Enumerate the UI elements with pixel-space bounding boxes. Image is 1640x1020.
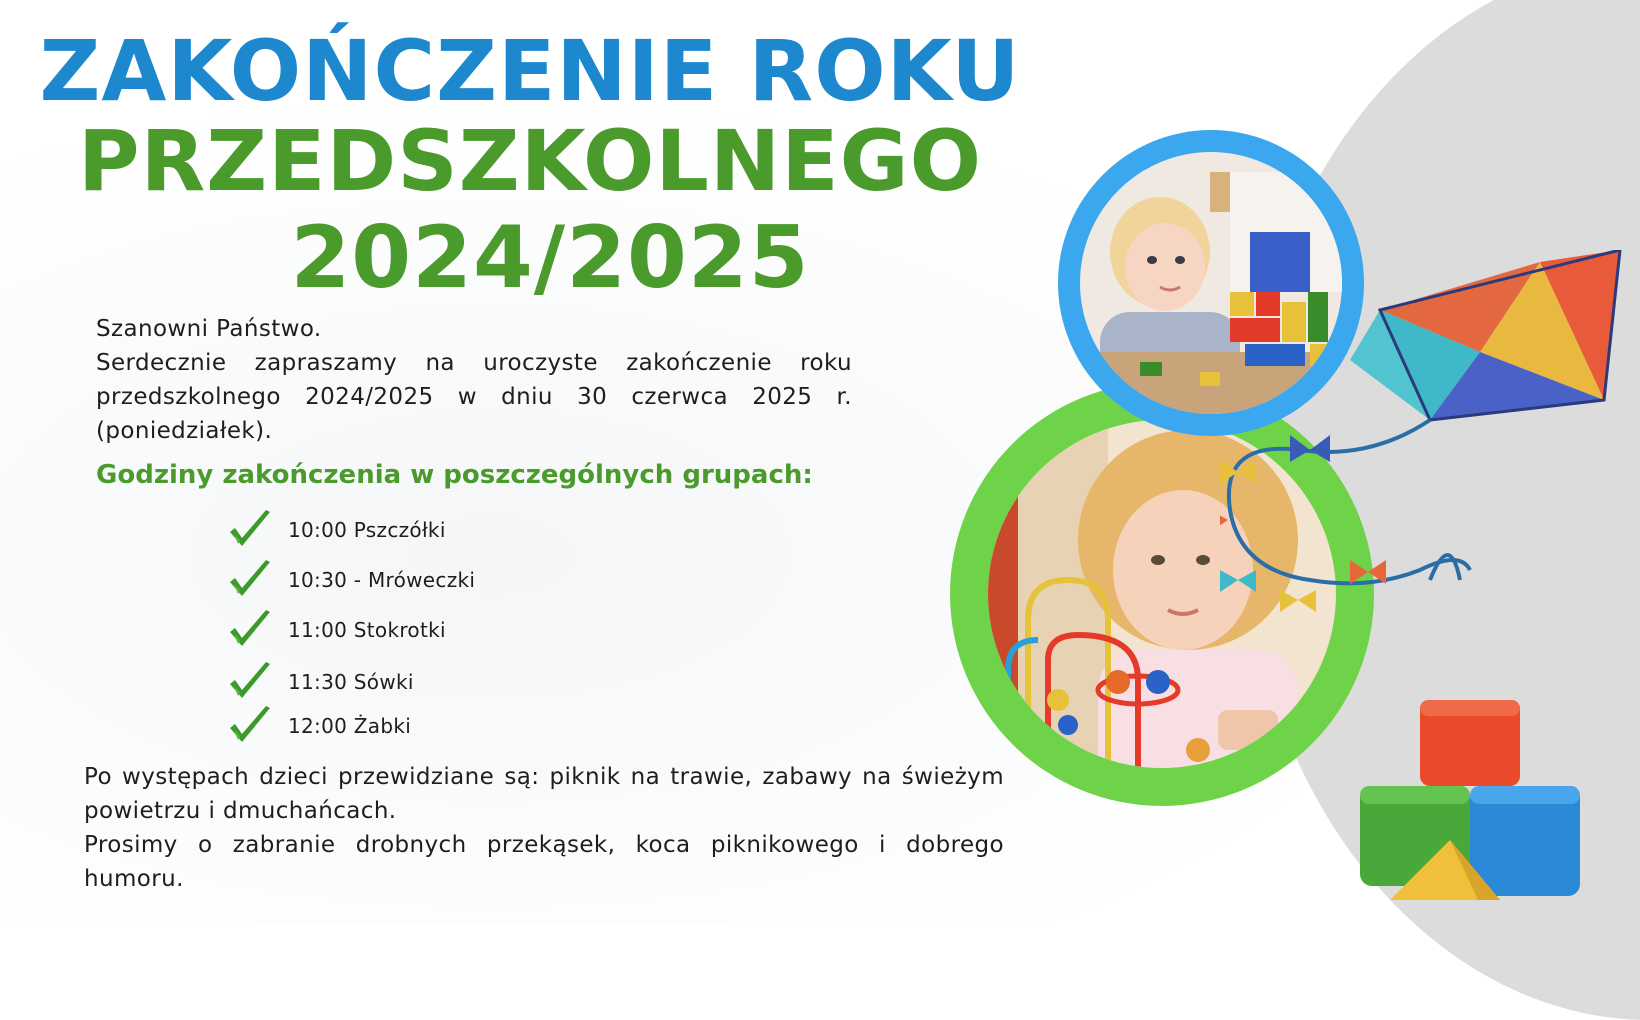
check-icon	[228, 706, 272, 746]
check-icon	[228, 510, 272, 550]
toy-blocks-illustration	[1360, 690, 1600, 910]
list-item	[228, 706, 568, 746]
group-label: 12:00 Żabki	[288, 714, 412, 738]
list-item	[228, 610, 568, 650]
group-label: 10:00 Pszczółki	[288, 518, 446, 542]
group-label: 11:30 Sówki	[288, 670, 414, 694]
request-text: Prosimy o zabranie drobnych przekąsek, koca piknikowego i dobrego humoru.	[84, 832, 1004, 892]
title-line-3: 2024/2025	[290, 208, 810, 308]
list-item	[228, 560, 568, 600]
after-performances-text: Po występach dzieci przewidziane są: piknik na trawie, zabawy na świeżym powietrzu i dmuchańcach.	[84, 764, 1004, 824]
greeting: Szanowni Państwo.	[96, 316, 322, 342]
check-icon	[228, 560, 272, 600]
check-icon	[228, 610, 272, 650]
group-label: 11:00 Stokrotki	[288, 618, 446, 642]
title-line-2: PRZEDSZKOLNEGO	[78, 112, 982, 210]
kite-illustration	[1220, 250, 1640, 670]
title-line-1: ZAKOŃCZENIE ROKU	[39, 22, 1021, 120]
check-icon	[228, 662, 272, 702]
invitation-text: Serdecznie zapraszamy na uroczyste zakończenie roku przedszkolnego 2024/2025 w dniu 30 czerwca 2025 r. (poniedziałek).	[96, 350, 852, 444]
list-item	[228, 662, 568, 702]
list-item	[228, 510, 568, 550]
hours-heading: Godziny zakończenia w poszczególnych grupach:	[96, 460, 813, 490]
group-label: 10:30 - Mróweczki	[288, 568, 476, 592]
